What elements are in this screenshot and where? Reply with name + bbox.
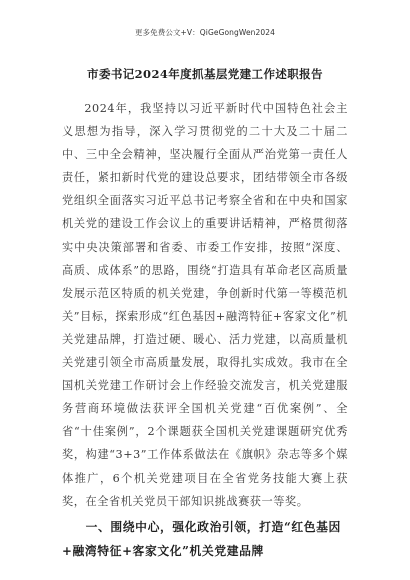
document-title: 市委书记2024年度抓基层党建工作述职报告 bbox=[87, 67, 323, 81]
header-note: 更多免费公文+V：QiGeGongWen2024 bbox=[134, 28, 276, 37]
body-paragraph: 2024年，我坚持以习近平新时代中国特色社会主义思想为指导，深入学习贯彻党的二十大及二十届二中、三中全会精神，坚决履行全面从严治党第一责任人责任，紧扣新时代党的建设总要求，团结带领全市各级党组织全面落实习近平总书记考察全省和在中央和国家机关党的建设工作会议上的重要讲话精神，严格贯彻落实中央决策部署和省委、市委工作安排，按照“深度、高质、成体系”的思路，围绕“打造具有革命老区高质量发展示范区特质的机关党建，争创新时代第一等模范机关”目标，探索形成“红色基因+融湾特征+客家文化”机关党建品牌，打造过硬、暖心、活力党建，以高质量机关党建引领全市高质量发展，取得扎实成效。我市在全国机关党建工作研讨会上作经验交流发言，机关党建服务营商环境做法获评全国机关党建“百优案例”、全省“十佳案例”，2个课题获全国机关党建课题研究优秀奖，构建“3+3”工作体系做法在《旗帜》杂志等多个媒体推广，6个机关党建项目在全省党务技能大赛上获奖，在全省机关党员干部知识挑战赛获一等奖。 bbox=[62, 102, 348, 508]
section-heading: 一、围绕中心，强化政治引领，打造“红色基因+融湾特征+客家文化”机关党建品牌 bbox=[62, 520, 341, 558]
